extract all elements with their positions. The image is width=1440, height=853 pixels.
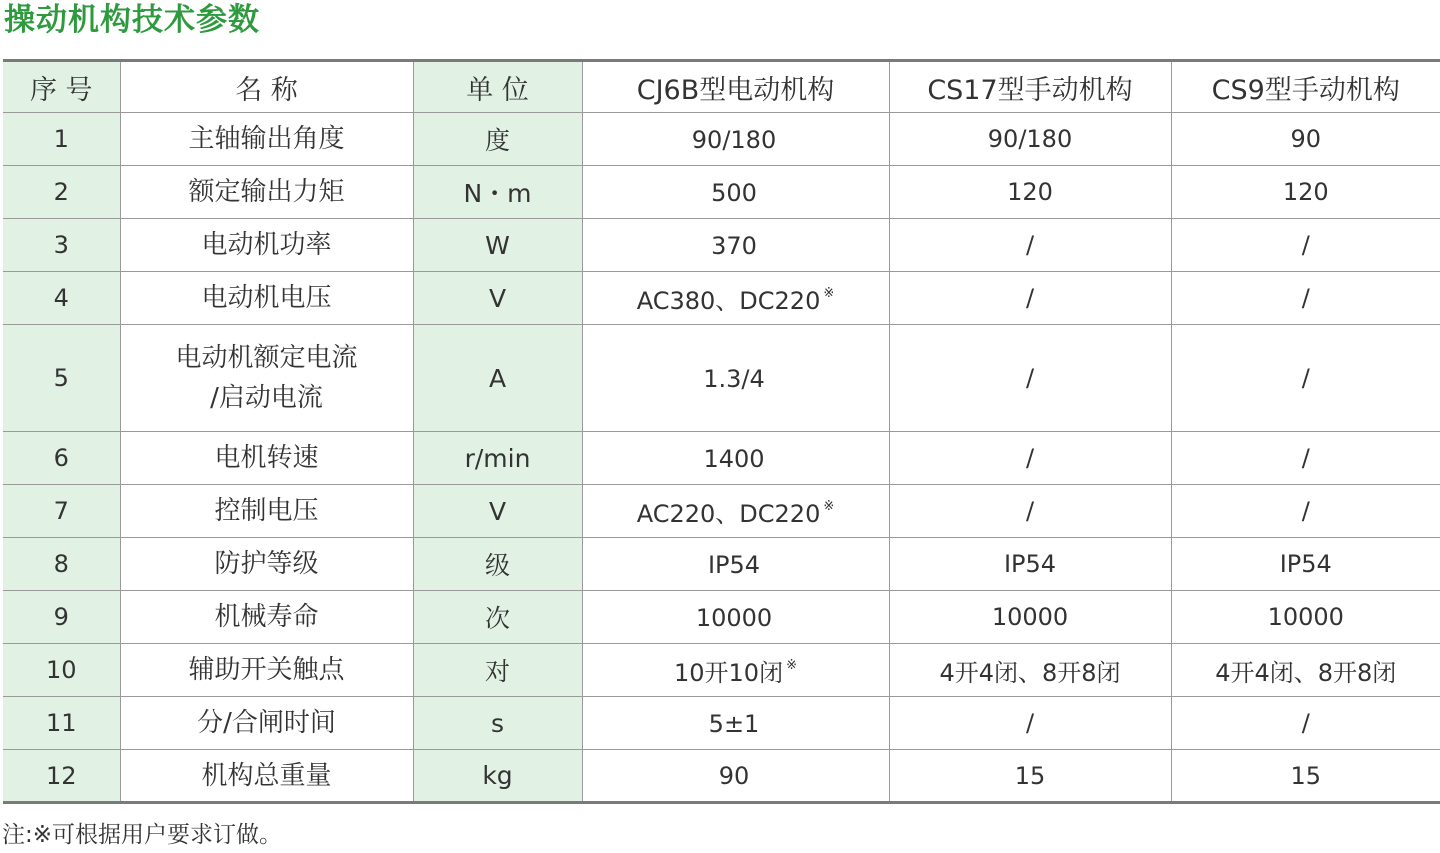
cell-unit: N・m	[413, 166, 582, 219]
cell-name-line2: /启动电流	[210, 383, 323, 413]
header-unit: 单 位	[413, 61, 582, 113]
cell-cs17: 4开4闭、8开8闭	[889, 644, 1171, 697]
cell-cs9: 10000	[1171, 591, 1440, 644]
cell-no: 2	[3, 166, 120, 219]
note-mark: ※	[786, 657, 797, 673]
header-no: 序 号	[3, 61, 120, 113]
header-name: 名 称	[120, 61, 413, 113]
cell-cj6b	[582, 272, 889, 325]
table-row	[3, 750, 1440, 803]
cell-unit: kg	[413, 750, 582, 803]
cell-no: 1	[3, 113, 120, 166]
cell-cj6b	[582, 432, 889, 485]
table-row	[3, 485, 1440, 538]
cell-name: 辅助开关触点	[120, 644, 413, 697]
cell-cj6b	[582, 113, 889, 166]
cell-no: 5	[3, 325, 120, 432]
table-row	[3, 272, 1440, 325]
cj6b-value: 10000	[695, 603, 773, 632]
cell-unit: s	[413, 697, 582, 750]
cell-no: 4	[3, 272, 120, 325]
page-title: 操动机构技术参数	[4, 2, 260, 38]
cell-unit: 度	[413, 113, 582, 166]
cell-cs17: 10000	[889, 591, 1171, 644]
cj6b-value: 90	[718, 762, 750, 790]
cell-cs17: IP54	[889, 538, 1171, 591]
table-row	[3, 697, 1440, 750]
cell-cj6b	[582, 644, 889, 697]
cj6b-value: AC220、DC220	[636, 499, 821, 528]
cell-no: 10	[3, 644, 120, 697]
cell-cs9: /	[1171, 272, 1440, 325]
cell-no: 8	[3, 538, 120, 591]
cell-no: 9	[3, 591, 120, 644]
cj6b-value: 10开10闭	[674, 658, 784, 687]
cell-cs9: /	[1171, 485, 1440, 538]
cell-cj6b	[582, 697, 889, 750]
cell-no: 3	[3, 219, 120, 272]
table-row	[3, 538, 1440, 591]
cj6b-value: 1.3/4	[703, 364, 765, 393]
cell-unit: V	[413, 485, 582, 538]
cell-no: 6	[3, 432, 120, 485]
cell-cs17: 15	[889, 750, 1171, 803]
cell-cs9: /	[1171, 697, 1440, 750]
header-row	[3, 61, 1440, 113]
table-row	[3, 113, 1440, 166]
cj6b-value: 370	[711, 231, 757, 260]
header-cs9: CS9型手动机构	[1171, 61, 1440, 113]
cell-unit: V	[413, 272, 582, 325]
cell-name: 电动机电压	[120, 272, 413, 325]
table-row	[3, 432, 1440, 485]
cell-name: 机构总重量	[120, 750, 413, 803]
cell-cj6b	[582, 485, 889, 538]
cell-name: 机械寿命	[120, 591, 413, 644]
cell-name: 电动机功率	[120, 219, 413, 272]
cell-name: 电机转速	[120, 432, 413, 485]
cell-cs9: /	[1171, 325, 1440, 432]
cell-cj6b	[582, 219, 889, 272]
cell-cs17: /	[889, 272, 1171, 325]
note-mark: ※	[823, 285, 835, 301]
table-row	[3, 219, 1440, 272]
cell-no: 7	[3, 485, 120, 538]
cell-cs17: /	[889, 485, 1171, 538]
cell-name-line1: 电动机额定电流	[175, 343, 358, 373]
cell-cs17: /	[889, 325, 1171, 432]
cell-cs17: /	[889, 432, 1171, 485]
cell-cs17: 90/180	[889, 113, 1171, 166]
cell-cs9: /	[1171, 219, 1440, 272]
cell-name	[120, 325, 413, 432]
cell-cj6b	[582, 750, 889, 803]
cell-cj6b	[582, 325, 889, 432]
note-mark: ※	[823, 498, 835, 514]
cell-cs9: /	[1171, 432, 1440, 485]
cj6b-value: 1400	[703, 444, 765, 473]
cell-cs9: 15	[1290, 761, 1322, 790]
cell-cs17: /	[889, 219, 1171, 272]
cj6b-value: AC380、DC220	[636, 286, 821, 315]
header-cs17: CS17型手动机构	[889, 61, 1171, 113]
header-cj6b: CJ6B型电动机构	[582, 61, 889, 113]
table-row	[3, 591, 1440, 644]
table-row	[3, 644, 1440, 697]
cell-cs9: 90	[1171, 113, 1440, 166]
cell-unit: 级	[413, 538, 582, 591]
cj6b-value: 500	[711, 178, 757, 207]
cell-no: 12	[3, 750, 120, 803]
footnote: 注:※可根据用户要求订做。	[2, 822, 283, 848]
cell-cs17: /	[889, 697, 1171, 750]
table-row	[3, 166, 1440, 219]
cell-name: 防护等级	[120, 538, 413, 591]
cell-unit: A	[413, 325, 582, 432]
cell-no: 11	[3, 697, 120, 750]
table-row	[3, 325, 1440, 432]
cell-cs17: 120	[889, 166, 1171, 219]
cell-unit: W	[413, 219, 582, 272]
cj6b-value: 5±1	[708, 709, 760, 738]
cj6b-value: 90/180	[691, 125, 777, 154]
cell-name: 控制电压	[120, 485, 413, 538]
cell-cs9: 120	[1171, 166, 1440, 219]
cell-unit: 对	[413, 644, 582, 697]
cell-unit: r/min	[413, 432, 582, 485]
cell-cj6b	[582, 591, 889, 644]
cell-cj6b	[582, 166, 889, 219]
cell-name: 分/合闸时间	[120, 697, 413, 750]
cell-name: 主轴输出角度	[120, 113, 413, 166]
spec-table	[3, 59, 1440, 804]
cell-cj6b	[582, 538, 889, 591]
cell-name: 额定输出力矩	[120, 166, 413, 219]
cell-unit: 次	[413, 591, 582, 644]
cell-cs9: IP54	[1171, 538, 1440, 591]
cj6b-value: IP54	[707, 550, 761, 579]
cell-cs9: 4开4闭、8开8闭	[1171, 644, 1440, 697]
